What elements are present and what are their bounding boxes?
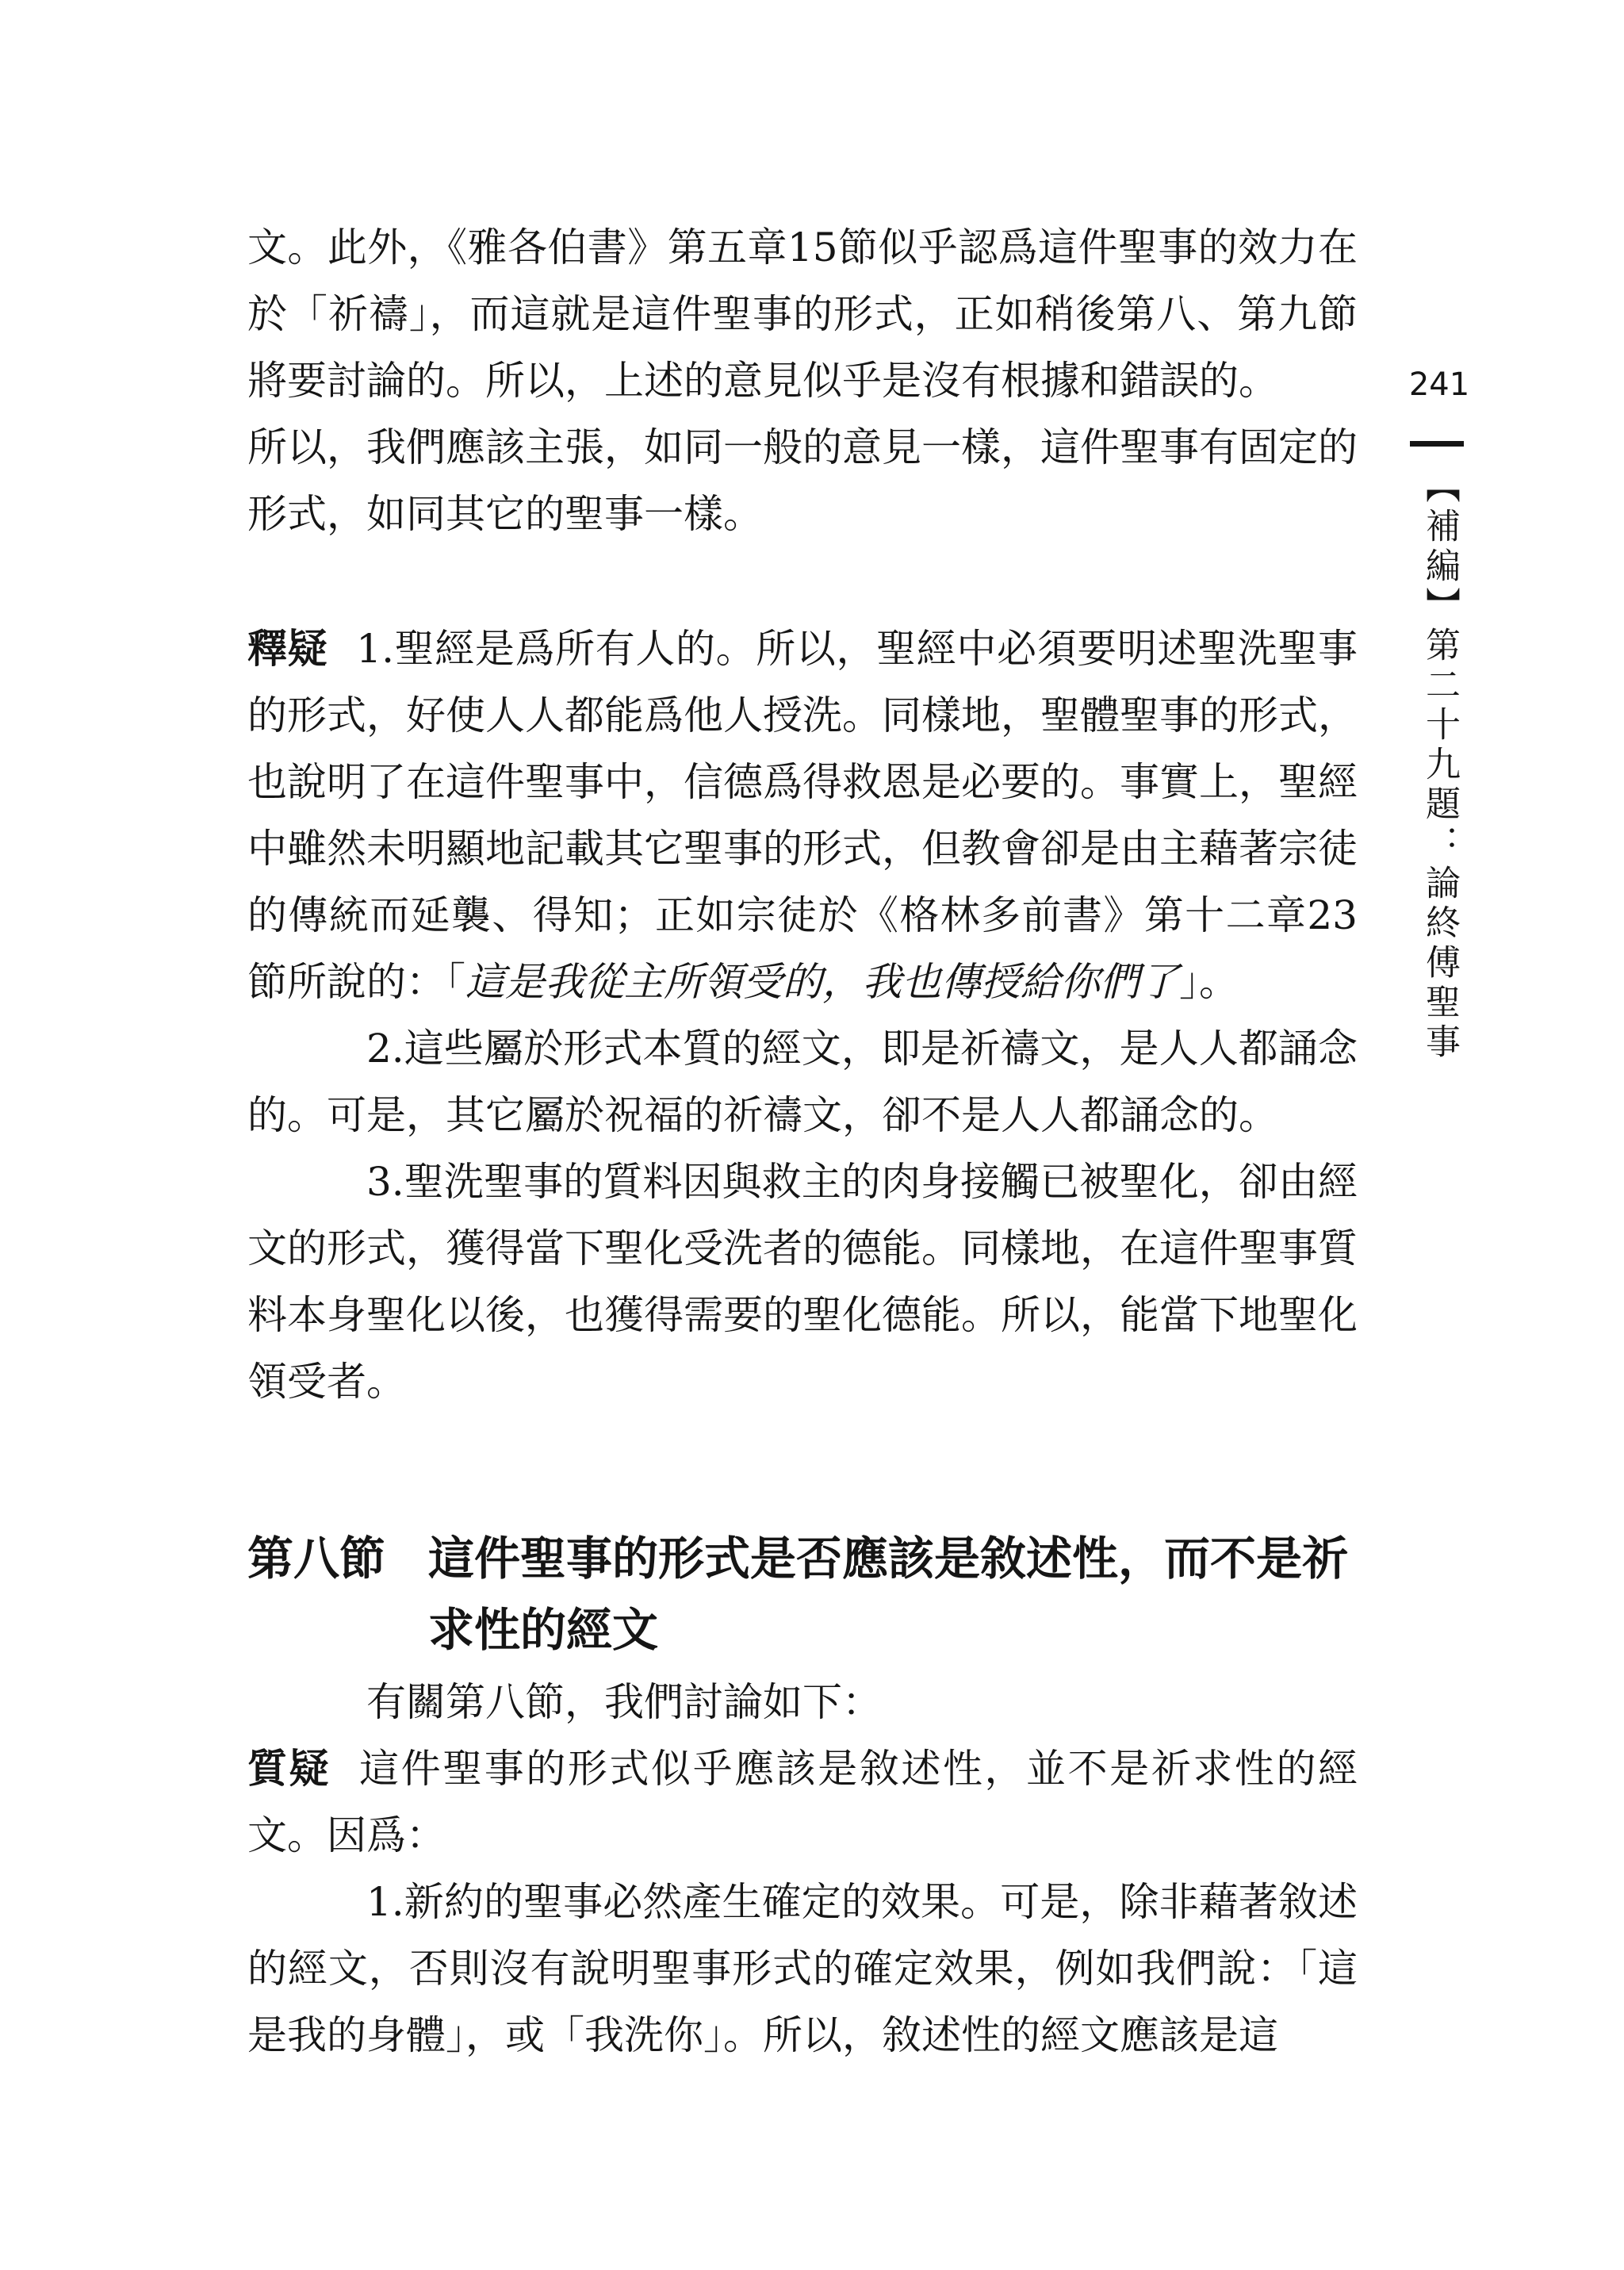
section-heading <box>247 1523 1358 1666</box>
section-title-line-2: 求性的經文 <box>428 1603 659 1657</box>
reply-1 <box>247 615 1358 1015</box>
reply-label: 釋疑 <box>247 625 328 672</box>
page-number: 241 <box>1408 366 1470 403</box>
section-title-line-1: 這件聖事的形式是否應該是敘述性，而不是祈 <box>428 1532 1349 1586</box>
section-intro: 有關第八節，我們討論如下： <box>366 1679 882 1725</box>
paragraph-conclusion: 所以，我們應該主張，如同一般的意見一樣，這件聖事有固定的形式，如同其它的聖事一樣。 <box>247 424 1358 537</box>
objection-label: 質疑 <box>247 1745 331 1792</box>
reply-3: 3.聖洗聖事的質料因與救主的肉身接觸已被聖化，卻由經文的形式，獲得當下聖化受洗者的德能。同樣地，在這件聖事質料本身聖化以後，也獲得需要的聖化德能。所以，能當下地聖化領受者。 <box>247 1159 1358 1405</box>
running-head: 【補編】第二十九題：論終傅聖事 <box>1419 468 1460 1063</box>
paragraph-continuation: 文。此外，《雅各伯書》第五章15節似乎認爲這件聖事的效力在於「祈禱」，而這就是這件聖事的形式，正如稍後第八、第九節將要討論的。所以，上述的意見似乎是沒有根據和錯誤的。 <box>247 224 1358 404</box>
opening-text-block <box>247 214 1358 547</box>
objection-1: 1.新約的聖事必然產生確定的效果。可是，除非藉著敘述的經文，否則沒有說明聖事形式的確定效果，例如我們說：「這是我的身體」，或「我洗你」。所以，敘述性的經文應該是這 <box>247 1879 1358 2058</box>
reply-block <box>247 615 1358 1415</box>
reply-1-end: 」。 <box>1179 959 1239 1005</box>
reply-2: 2.這些屬於形式本質的經文，即是祈禱文，是人人都誦念的。可是，其它屬於祝福的祈禱文，卻不是人人都誦念的。 <box>247 1026 1358 1138</box>
objection-block <box>247 1669 1358 2069</box>
reply-1-text: 1.聖經是爲所有人的。所以，聖經中必須要明述聖洗聖事的形式，好使人人都能爲他人授洗。同樣地，聖體聖事的形式，也說明了在這件聖事中，信德爲得救恩是必要的。事實上，聖經中雖然未明顯地記載其它聖事的形式，但教會卻是由主藉著宗徒的傳統而延襲、得知；正如宗徒於《格林多前書》第十二章23節所說的：「 <box>247 626 1358 1005</box>
header-rule <box>1410 441 1464 447</box>
reply-1-quote: 這是我從主所領受的，我也傳授給你們了 <box>465 959 1179 1005</box>
section-number: 第八節 <box>247 1532 386 1586</box>
objection-text: 這件聖事的形式似乎應該是敘述性，並不是祈求性的經文。因爲： <box>247 1746 1358 1858</box>
objection <box>247 1735 1358 1869</box>
